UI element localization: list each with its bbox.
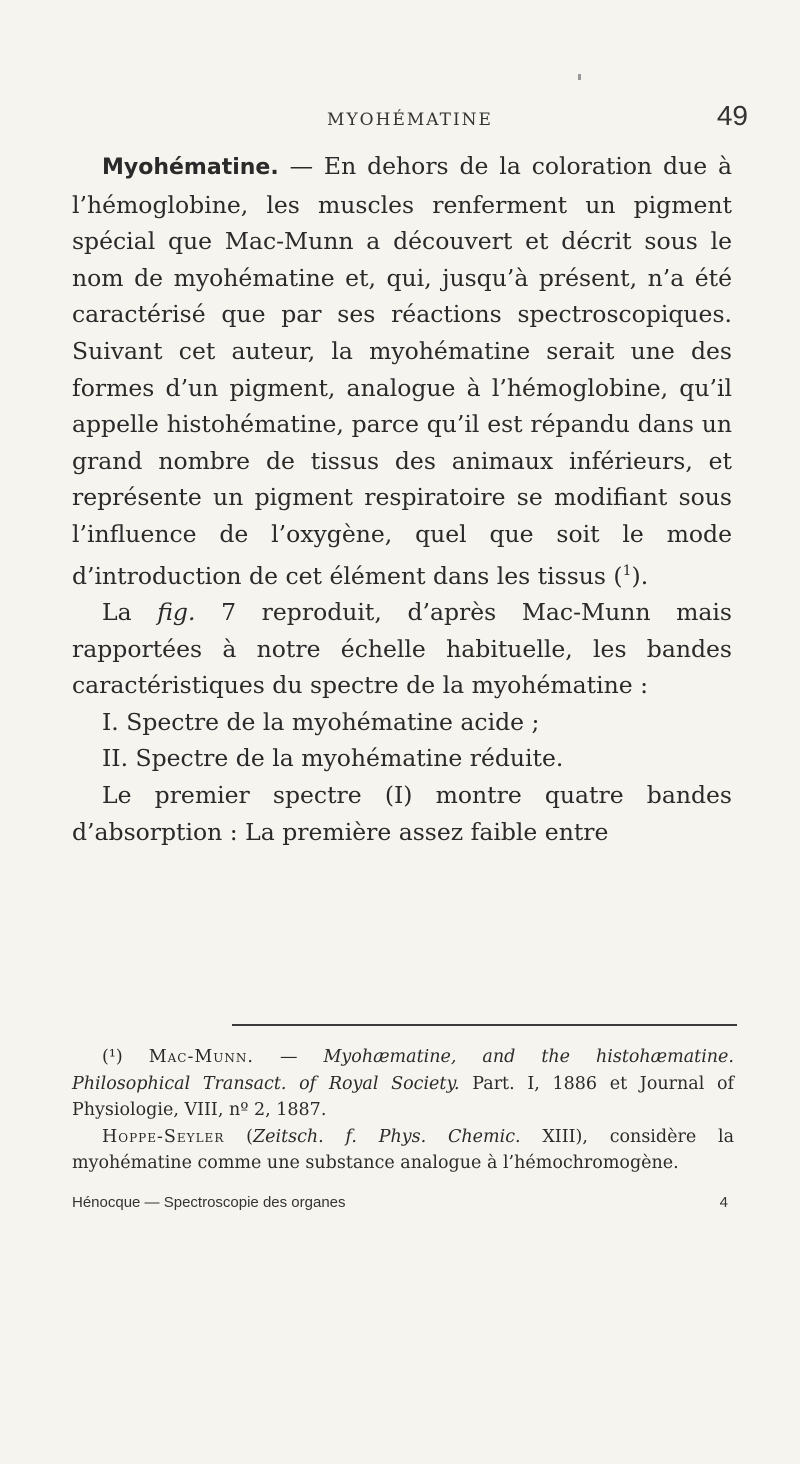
footnote-dash: —	[253, 1047, 324, 1067]
footnote-reference: 1	[622, 562, 632, 579]
footnote-marker: (¹)	[102, 1047, 123, 1067]
paragraph-first-spectrum: Le premier spectre (I) montre quatre bandes d’absorption : La première assez faible entre	[72, 780, 732, 846]
paragraph-end: ).	[631, 561, 649, 590]
list-item-spectrum-1: I. Spectre de la myohématine acide ;	[102, 707, 540, 736]
footnote-text: XIII), considère la myohématine comme une substance analogue à l’hémochromogène.	[72, 1126, 734, 1174]
footnote-author: Mac-Munn.	[148, 1047, 254, 1067]
section-term: Myohématine.	[102, 155, 279, 180]
paragraph-text: 7 reproduit, d’après Mac-Munn mais rapportées à notre échelle habituelle, les bandes caractéristiques du spectre de la myohématine :	[72, 597, 732, 700]
footnote-author: Hoppe-Seyler	[102, 1126, 225, 1147]
footnote-title: Zeitsch. f. Phys. Chemic.	[252, 1126, 521, 1147]
footnote-title: Myohæmatine, and the histohæmatine. Philosophical Transact. of Royal Society.	[72, 1047, 734, 1094]
page-number: 49	[716, 100, 748, 131]
footnote-divider	[232, 1024, 737, 1026]
signature-text: Hénocque — Spectroscopie des organes	[72, 1194, 346, 1211]
signature-mark: 4	[719, 1194, 728, 1211]
paragraph-start: La	[102, 597, 158, 626]
main-text	[72, 148, 732, 850]
figure-reference: fig.	[157, 597, 196, 626]
paragraph-text: — En dehors de la coloration due à l’hémoglobine, les muscles renferment un pigment spécial que Mac-Munn a découvert et décrit sous le nom de myohématine et, qui, jusqu’à présent, n’a été caractérisé que par ses réactions spectroscopiques. Suivant cet auteur, la myohématine serait une des formes d’un pigment, analogue à l’hémoglobine, qu’il appelle histohématine, parce qu’il est répandu dans un grand nombre de tissus des animaux inférieurs, et représente un pigment respiratoire se modifiant sous l’influence de l’oxygène, quel que soit le mode d’introduction de cet élément dans les tissus (	[72, 152, 732, 590]
list-item-spectrum-2: II. Spectre de la myohématine réduite.	[102, 744, 564, 773]
running-title: MYOHÉMATINE	[327, 110, 493, 130]
printer-signature	[72, 1194, 734, 1211]
paragraph-myohematine	[72, 148, 732, 594]
footnote	[72, 1044, 734, 1177]
footnote-mac-munn	[72, 1044, 734, 1124]
footnote-hoppe-seyler	[72, 1124, 734, 1177]
ink-speck	[578, 74, 581, 80]
footnote-paren: (	[224, 1126, 253, 1147]
page-header	[72, 100, 748, 140]
footnote-text: Part. I, 1886 et Journal of Physiologie, VIII, nº 2, 1887.	[72, 1073, 734, 1121]
paragraph-figure	[72, 594, 732, 704]
